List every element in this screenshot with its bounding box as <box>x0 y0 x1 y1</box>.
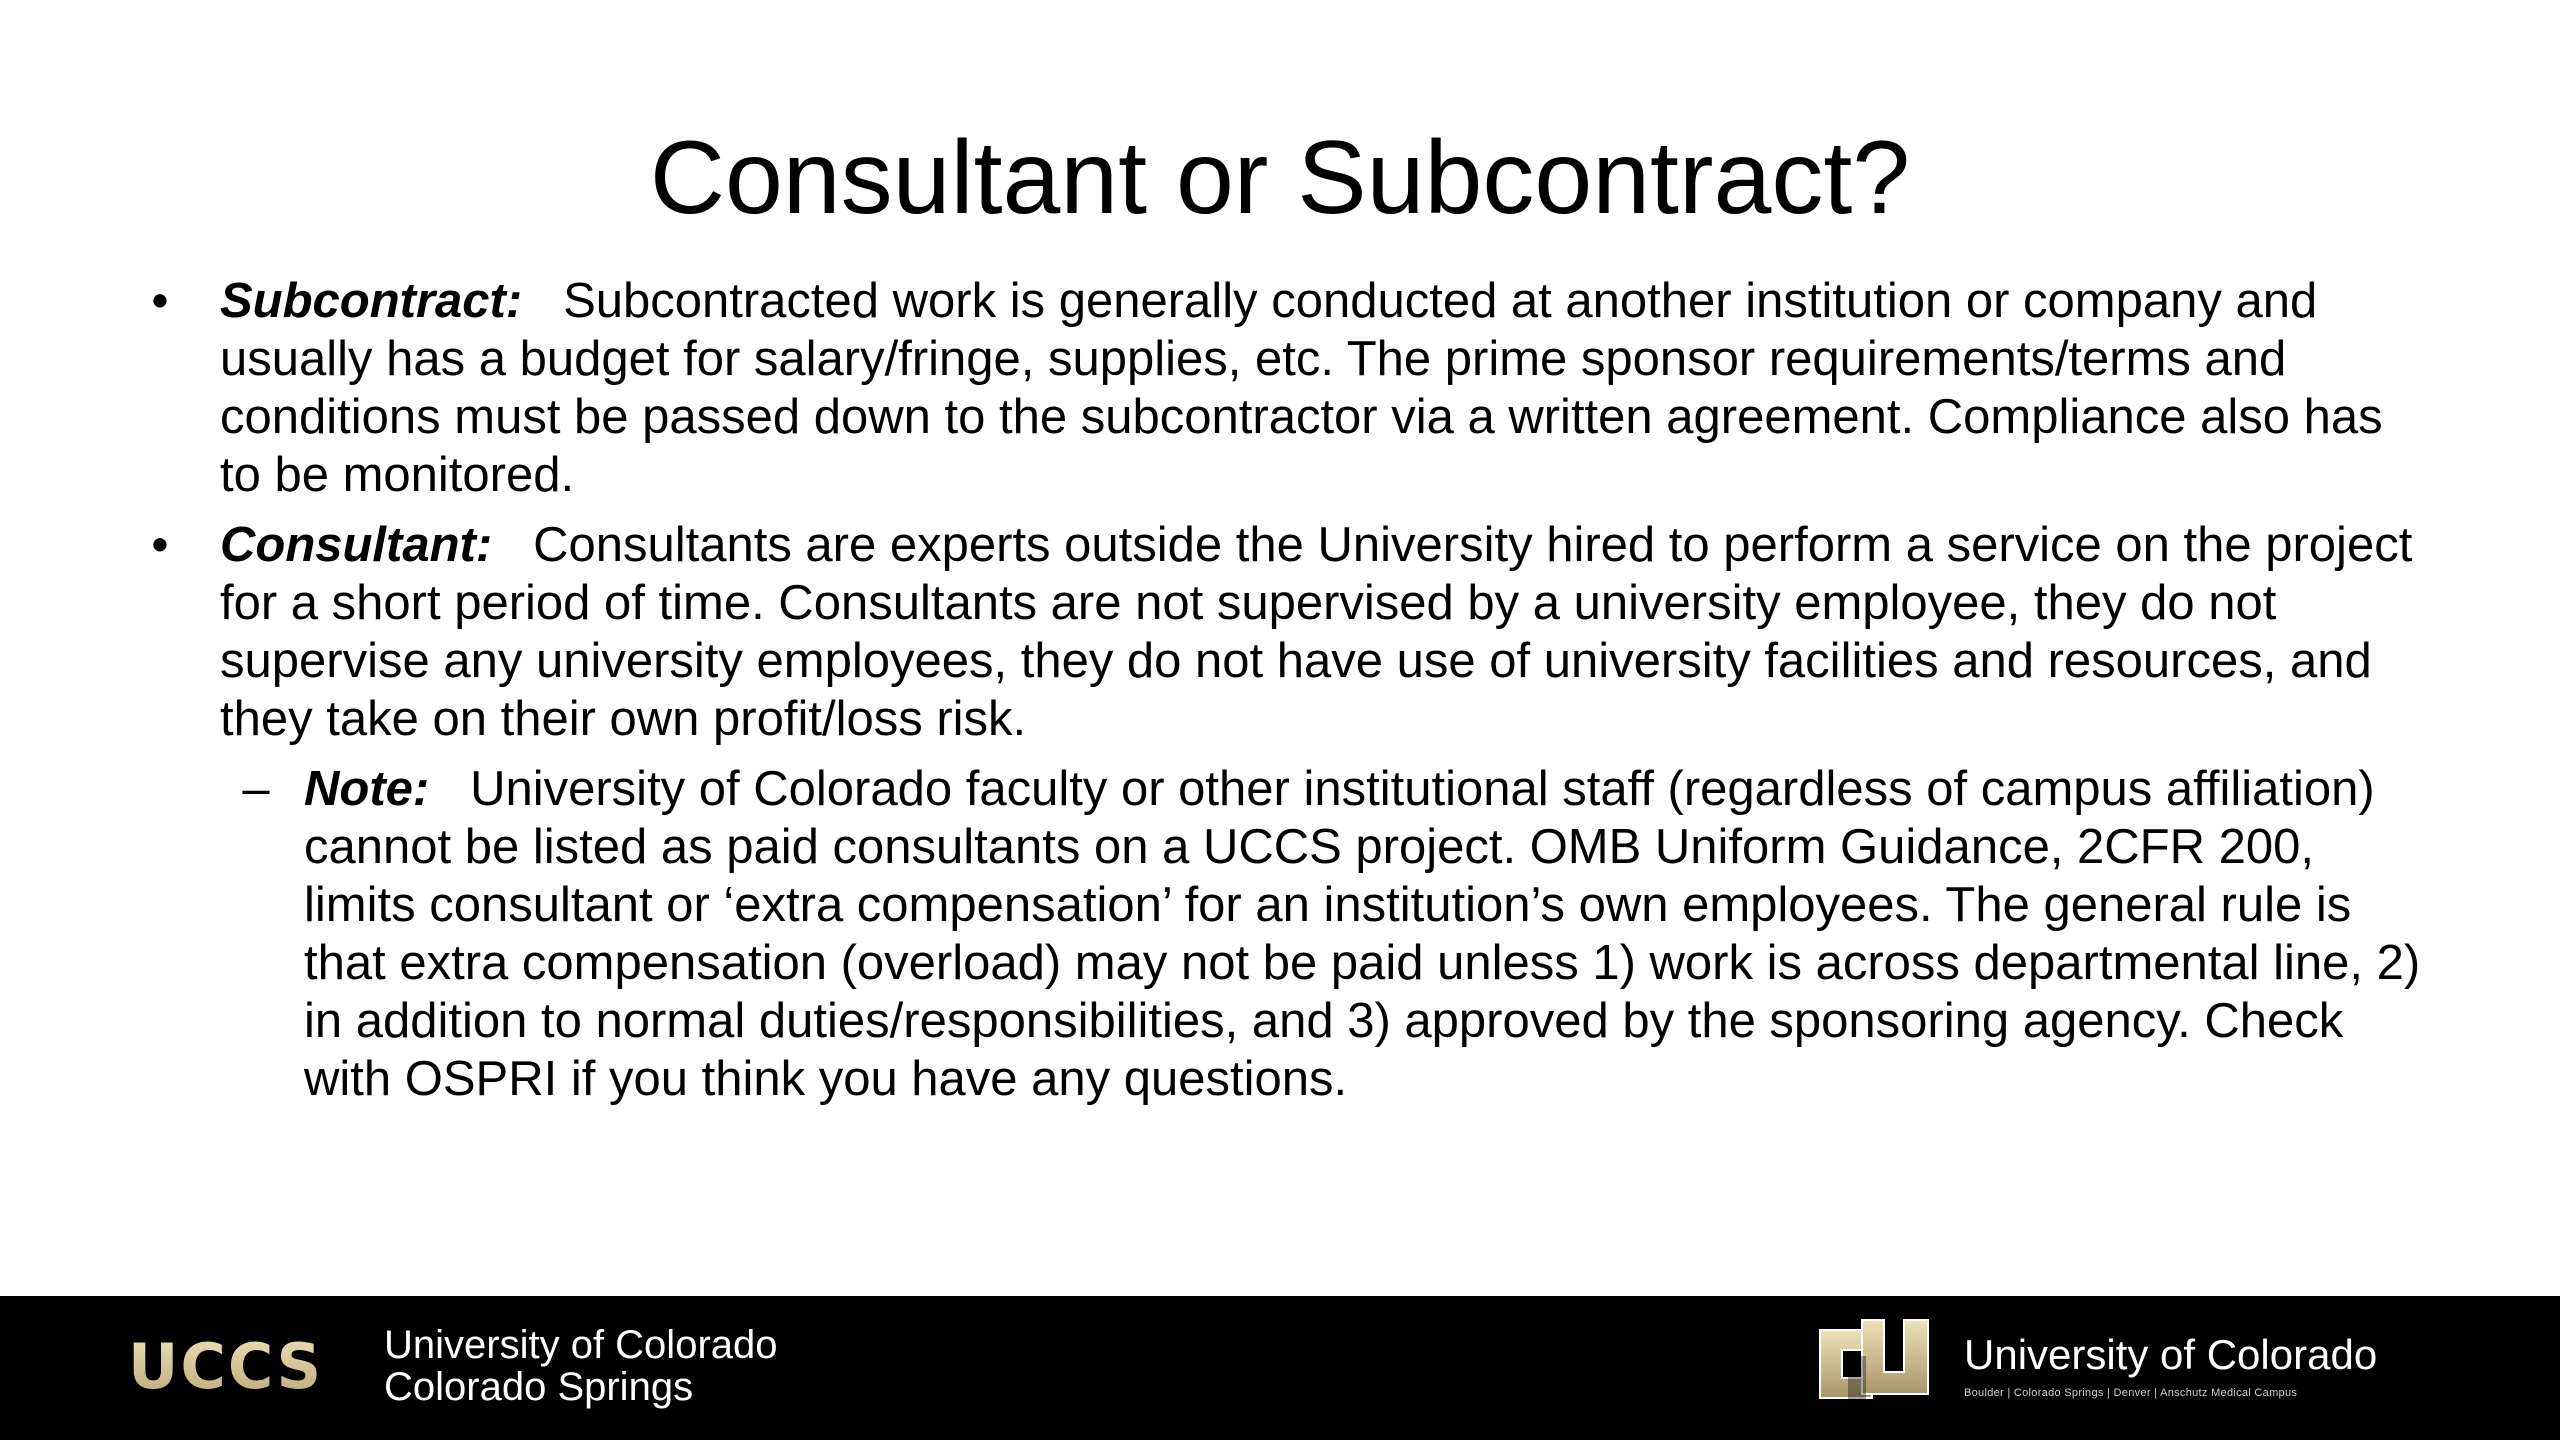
uccs-wordmark <box>384 1324 778 1408</box>
bullet-text: Consultants are experts outside the University hired to perform a service on the project for a short period of time. Consultants are not supervised by a university employee, they do not supervise any university employees, they do not have use of university facilities and resources, and they take on their own profit/loss risk. <box>220 518 2413 746</box>
bullet-marker: • <box>151 274 169 328</box>
uccs-name-line2: Colorado Springs <box>384 1365 694 1409</box>
slide-title: Consultant or Subcontract? <box>649 120 1911 236</box>
cu-campuses: Boulder | Colorado Springs | Denver | Anschutz Medical Campus <box>1964 1387 2298 1399</box>
bullet-marker: • <box>151 518 169 572</box>
sub-bullet-term: Note: <box>304 762 430 816</box>
cu-interlocking-logo-icon <box>1812 1316 1936 1414</box>
bullet-term: Consultant: <box>220 518 493 572</box>
uccs-name-line1: University of Colorado <box>384 1323 778 1367</box>
footer-bar <box>0 1296 2560 1440</box>
bullet-subcontract <box>140 272 2430 504</box>
cu-wordmark: University of Colorado <box>1964 1331 2378 1378</box>
sub-bullet-marker: – <box>242 762 270 816</box>
slide-content <box>140 272 2430 1108</box>
bullet-term: Subcontract: <box>220 274 523 328</box>
sub-bullet-text: University of Colorado faculty or other institutional staff (regardless of campus affiliation) cannot be listed as paid consultants on a UCCS project. OMB Uniform Guidance, 2CFR 200, limits consultant or ‘extra compensation’ for an institution’s own employees. The general rule is that extra compensation (overload) may not be paid unless 1) work is across departmental line, 2) in addition to normal duties/responsibilities, and 3) approved by the sponsoring agency. Check with OSPRI if you think you have any questions. <box>304 762 2421 1106</box>
uccs-logo: UCCS <box>128 1330 324 1403</box>
bullet-text: Subcontracted work is generally conducted at another institution or company and usually has a budget for salary/fringe, supplies, etc. The prime sponsor requirements/terms and conditions must be passed down to the subcontractor via a written agreement. Compliance also has to be monitored. <box>220 274 2383 502</box>
sub-bullet-note <box>140 760 2430 1108</box>
bullet-consultant <box>140 516 2430 748</box>
